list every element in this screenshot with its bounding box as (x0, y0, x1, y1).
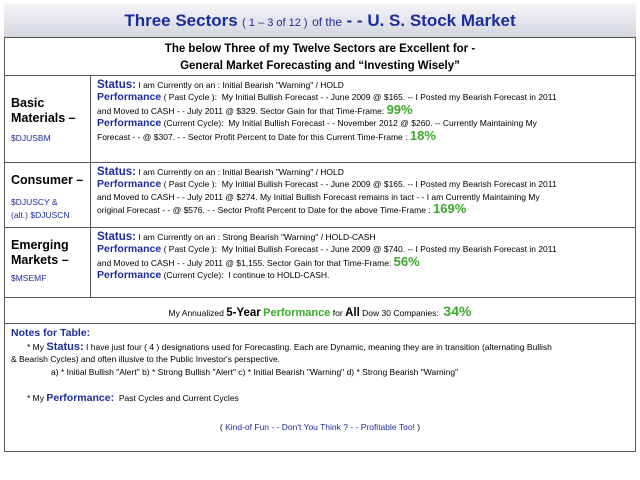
sector-row-emerging-markets (4, 228, 636, 298)
summary-value: 34% (443, 303, 472, 319)
sector-content-cell (92, 163, 636, 227)
intro-line-2: General Market Forecasting and “Investing Wisely” (180, 60, 460, 72)
past-cycle-line-3: original Forecast - - @ $576. - - Sector Profit Percent to Date for the above Time-Frame : (97, 205, 431, 216)
sector-code: $DJUSBM (11, 133, 51, 143)
notes-title: Notes for Table: (11, 327, 91, 339)
sector-content-cell (92, 76, 636, 162)
past-cycle-line-2: and Moved to CASH - - July 2011 @ $274. My Initial Bullish Forecast remains in tact - - I am Currently Maintaining My (97, 191, 540, 202)
past-cycle-prefix: ( Past Cycle ): (163, 244, 217, 255)
current-cycle-line-1: I continue to HOLD-CASH. (228, 270, 330, 281)
sector-content-cell (92, 228, 636, 297)
sector-name: Consumer – (11, 173, 84, 187)
performance-note-text: Past Cycles and Current Cycles (118, 393, 239, 403)
status-label: Status: (97, 231, 136, 243)
sector-code-line-1: $DJUSCY & (11, 197, 58, 207)
performance-label-current: Performance (97, 117, 162, 130)
past-cycle-line-2: and Moved to CASH - - July 2011 @ $329. Sector Gain for that Time-Frame: (97, 105, 385, 116)
page-title (4, 4, 636, 38)
current-cycle-prefix: (Current Cycle): (163, 118, 224, 129)
sector-label-cell (4, 76, 91, 162)
title-market: - - U. S. Stock Market (346, 11, 516, 30)
performance-note (11, 392, 629, 404)
current-cycle-line-1: My Initial Bullish Forecast - - November 2012 @ $260. -- Currently Maintaining My (228, 118, 537, 129)
designation-list: a) * Initial Bullish "Alert" b) * Strong Bullish "Alert" c) * Initial Bearish "Warning" d) * Strong Bearish "Warning" (51, 367, 459, 377)
past-cycle-gain: 56% (393, 253, 420, 269)
footer-remark (11, 422, 629, 432)
status-note-prefix: * My (27, 342, 44, 352)
status-label: Status: (97, 79, 136, 91)
footer-open-paren: ( (219, 422, 223, 432)
past-cycle-gain: 169% (433, 201, 467, 217)
performance-label: Performance (97, 243, 162, 256)
annualized-summary (4, 298, 636, 324)
sector-row-basic-materials (4, 76, 636, 163)
status-text: I am Currently on an : Initial Bearish "Warning" / HOLD (138, 80, 344, 90)
summary-period: 5-Year (226, 307, 261, 319)
status-note (11, 342, 629, 354)
status-label: Status: (97, 166, 136, 178)
sector-code: $MSEMF (11, 273, 47, 283)
current-cycle-prefix: (Current Cycle): (163, 270, 224, 281)
sector-name (11, 238, 90, 268)
sector-label-cell (4, 228, 91, 297)
summary-suffix: Dow 30 Companies: (362, 308, 439, 318)
sector-name-line-2: Markets – (11, 253, 69, 267)
current-cycle-line-2: Forecast - - @ $307. - - Sector Profit Percent to Date for this Current Time-Frame : (97, 131, 408, 142)
summary-prefix: My Annualized (168, 308, 224, 318)
performance-label-current: Performance (97, 269, 162, 282)
title-of-the: of the (312, 15, 343, 29)
past-cycle-gain: 99% (386, 101, 413, 117)
past-cycle-line-1: My Initial Bullish Forecast - - June 2009 @ $165. -- I Posted my Bearish Forecast in 2011 (221, 92, 557, 103)
past-cycle-line-1: My Initial Bullish Forecast - - June 2009 @ $740. -- I Posted my Bearish Forecast in 2011 (221, 244, 557, 255)
sector-name-line-1: Basic (11, 96, 45, 110)
status-text: I am Currently on an : Strong Bearish "Warning" / HOLD-CASH (138, 232, 376, 242)
status-note-label: Status: (46, 341, 84, 353)
past-cycle-prefix: ( Past Cycle ): (163, 179, 217, 190)
performance-label: Performance (97, 178, 162, 191)
sector-code (11, 196, 90, 222)
sector-name (11, 96, 90, 126)
sector-name-line-2: Materials – (11, 111, 76, 125)
sector-label-cell (4, 163, 91, 227)
past-cycle-prefix: ( Past Cycle ): (163, 92, 217, 103)
status-note-text-1: I have just four ( 4 ) designations used for Forecasting. Each are Dynamic, meaning they are in transition (alternating Bullish (86, 342, 552, 352)
footer-text: Kind-of Fun - - Don't You Think ? - - Profitable Too! (225, 422, 415, 432)
performance-label: Performance (97, 91, 162, 104)
summary-for: for (332, 308, 343, 318)
table-notes (4, 324, 636, 452)
intro-line-1: The below Three of my Twelve Sectors are Excellent for - (164, 43, 476, 55)
performance-note-label: Performance: (46, 392, 115, 404)
footer-close-paren: ) (417, 422, 421, 432)
intro-heading (4, 38, 636, 76)
title-range: ( 1 – 3 of 12 ) (242, 17, 308, 29)
sector-code-line-2: (alt.) $DJUSCN (11, 210, 70, 220)
sector-row-consumer (4, 163, 636, 228)
performance-note-prefix: * My (27, 393, 44, 403)
sector-name-line-1: Emerging (11, 238, 69, 252)
past-cycle-line-2: and Moved to CASH - - July 2011 @ $1,155. Sector Gain for that Time-Frame: (97, 257, 392, 268)
summary-all: All (345, 307, 360, 319)
status-text: I am Currently on an : Initial Bearish "Warning" / HOLD (138, 167, 344, 177)
past-cycle-line-1: My Initial Bullish Forecast - - June 2009 @ $165. -- I Posted my Bearish Forecast in 2011 (221, 179, 557, 190)
title-main: Three Sectors (124, 11, 238, 30)
summary-performance-label: Performance (263, 307, 331, 319)
status-note-text-2: & Bearish Cycles) and often illusive to the Public Investor's perspective. (11, 353, 281, 364)
current-cycle-gain: 18% (409, 127, 436, 143)
